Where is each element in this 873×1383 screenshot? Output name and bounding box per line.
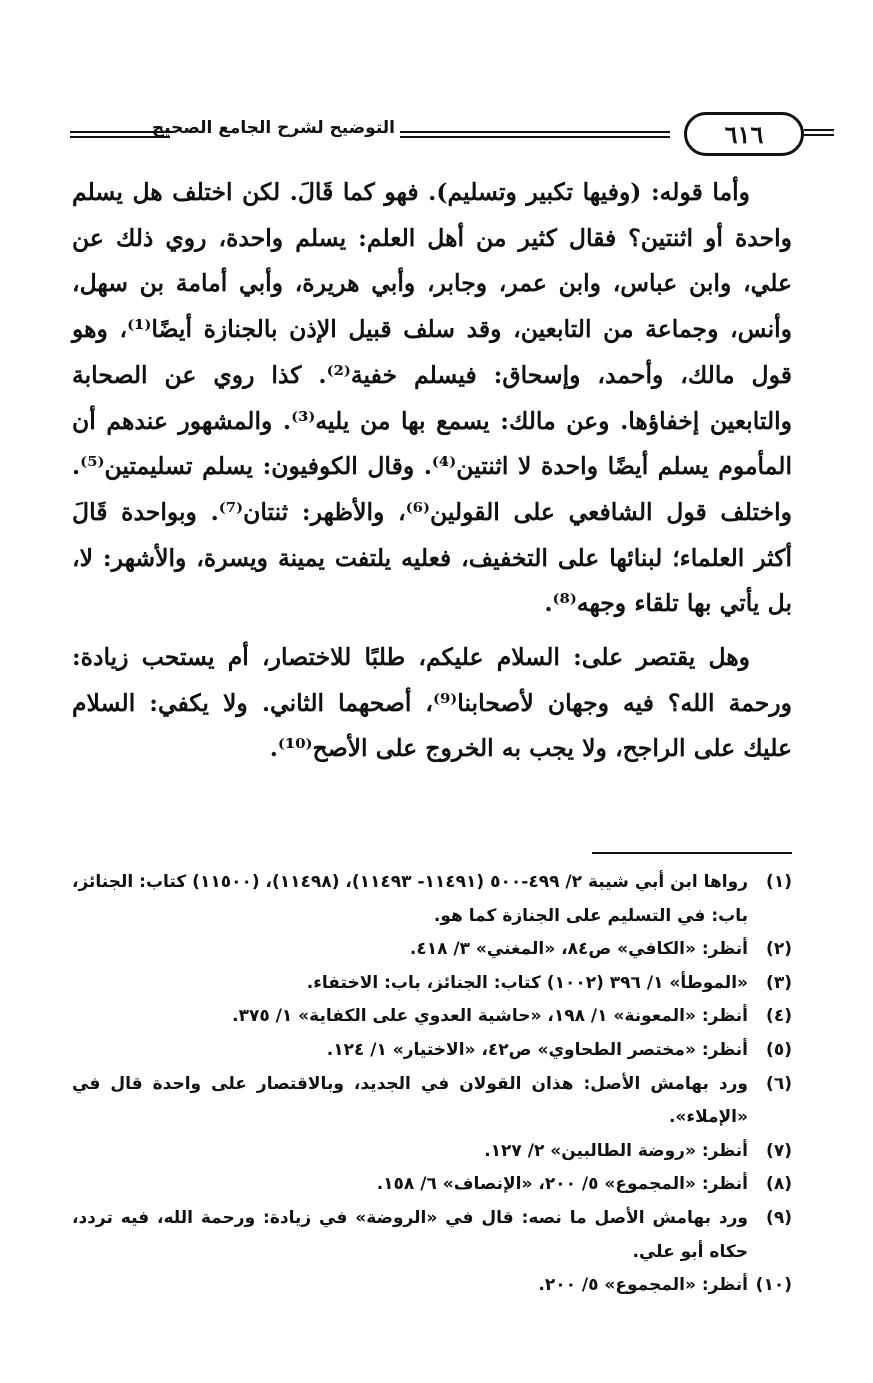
main-text <box>72 170 792 772</box>
footnote-text: أنظر: «مختصر الطحاوي» ص٤٢، «الاختيار» ١/ ١٢٤. <box>326 1039 748 1060</box>
footnote-text: ورد بهامش الأصل ما نصه: قال في «الروضة» في زيادة: ورحمة الله، فيه تردد، حكاه أبو علي. <box>72 1207 748 1262</box>
footnote-text: أنظر: «روضة الطالبين» ٢/ ١٢٧. <box>484 1140 748 1161</box>
footnote-text: «الموطأ» ١/ ٣٩٦ (١٠٠٢) كتاب: الجنائز، باب: الاختفاء. <box>306 972 748 993</box>
page-number: ٦١٦ <box>684 112 804 156</box>
footnote-number: (٦) <box>766 1073 792 1094</box>
footnote-number: (٩) <box>766 1207 792 1228</box>
footnote-separator <box>592 852 792 854</box>
footnote-number: (١) <box>766 872 792 892</box>
footnote-number: (٤) <box>766 1006 792 1027</box>
footnote-number: (٧) <box>766 1140 792 1161</box>
page-header <box>70 108 805 160</box>
footnote <box>72 967 792 1001</box>
footnote <box>72 1034 792 1068</box>
footnote-number: (٢) <box>766 939 792 960</box>
footnote <box>72 1269 792 1303</box>
body-paragraph-1: وأما قوله: (وفيها تكبير وتسليم). فهو كما قَالَ. لكن اختلف هل يسلم واحدة أو اثنتين؟ فقال كثير من أهل العلم: يسلم واحدة، روي ذلك عن علي، وابن عباس، وابن عمر، وجابر، وأبي هريرة، وأبي أمامة بن سهل، وأنس، وجماعة من التابعين، وقد سلف قبيل الإذن بالجنازة أيضًا⁽¹⁾، وهو قول مالك، وأحمد، وإسحاق: فيسلم خفية⁽²⁾. كذا روي عن الصحابة والتابعين إخفاؤها. وعن مالك: يسمع بها من يليه⁽³⁾. والمشهور عندهم أن المأموم يسلم أيضًا واحدة لا اثنتين⁽⁴⁾. وقال الكوفيون: يسلم تسليمتين⁽⁵⁾. واختلف قول الشافعي على القولين⁽⁶⁾، والأظهر: ثنتان⁽⁷⁾. وبواحدة قَالَ أكثر العلماء؛ لبنائها على التخفيف، فعليه يلتفت يمينة ويسرة، والأشهر: لا، بل يأتي بها تلقاء وجهه⁽⁸⁾. <box>72 178 793 618</box>
footnote <box>72 1135 792 1169</box>
body-paragraph-2: وهل يقتصر على: السلام عليكم، طلبًا للاختصار، أم يستحب زيادة: ورحمة الله؟ فيه وجهان لأصحابنا⁽⁹⁾، أصحهما الثاني. ولا يكفي: السلام عليك على الراجح، ولا يجب به الخروج على الأصح⁽¹⁰⁾. <box>72 643 792 763</box>
footnote-text: أنظر: «الكافي» ص٨٤، «المغني» ٣/ ٤١٨. <box>409 939 748 960</box>
header-rule-right <box>804 129 834 136</box>
footnote-number: (٨) <box>766 1174 792 1195</box>
footnote-text: أنظر: «المعونة» ١/ ١٩٨، «حاشية العدوي على الكفاية» ١/ ٣٧٥. <box>232 1006 748 1027</box>
footnote <box>72 933 792 967</box>
footnote-number: (٣) <box>766 972 792 993</box>
footnote <box>72 1168 792 1202</box>
header-rule-middle <box>400 131 670 138</box>
footnote <box>72 866 792 933</box>
footnote-text: رواها ابن أبي شيبة ٢/ ٤٩٩-٥٠٠ (١١٤٩١- ١١٤٩٣)، (١١٤٩٨)، (١١٥٠٠) كتاب: الجنائز، باب: في التسليم على الجنازة كما هو. <box>72 872 748 926</box>
footnote-text: أنظر: «المجموع» ٥/ ٢٠٠، «الإنصاف» ٦/ ١٥٨. <box>376 1174 748 1195</box>
footnote <box>72 1000 792 1034</box>
footnote <box>72 1068 792 1135</box>
footnotes <box>72 866 792 1303</box>
footnote-text: أنظر: «المجموع» ٥/ ٢٠٠. <box>538 1275 748 1296</box>
footnote-text: ورد بهامش الأصل: هذان القولان في الجديد، وبالاقتصار على واحدة قال في «الإملاء». <box>72 1073 748 1128</box>
footnote-number: (٥) <box>766 1039 792 1060</box>
running-title: التوضيح لشرح الجامع الصحيح <box>151 118 395 138</box>
footnote <box>72 1202 792 1269</box>
footnote-number: (١٠) <box>755 1275 792 1296</box>
